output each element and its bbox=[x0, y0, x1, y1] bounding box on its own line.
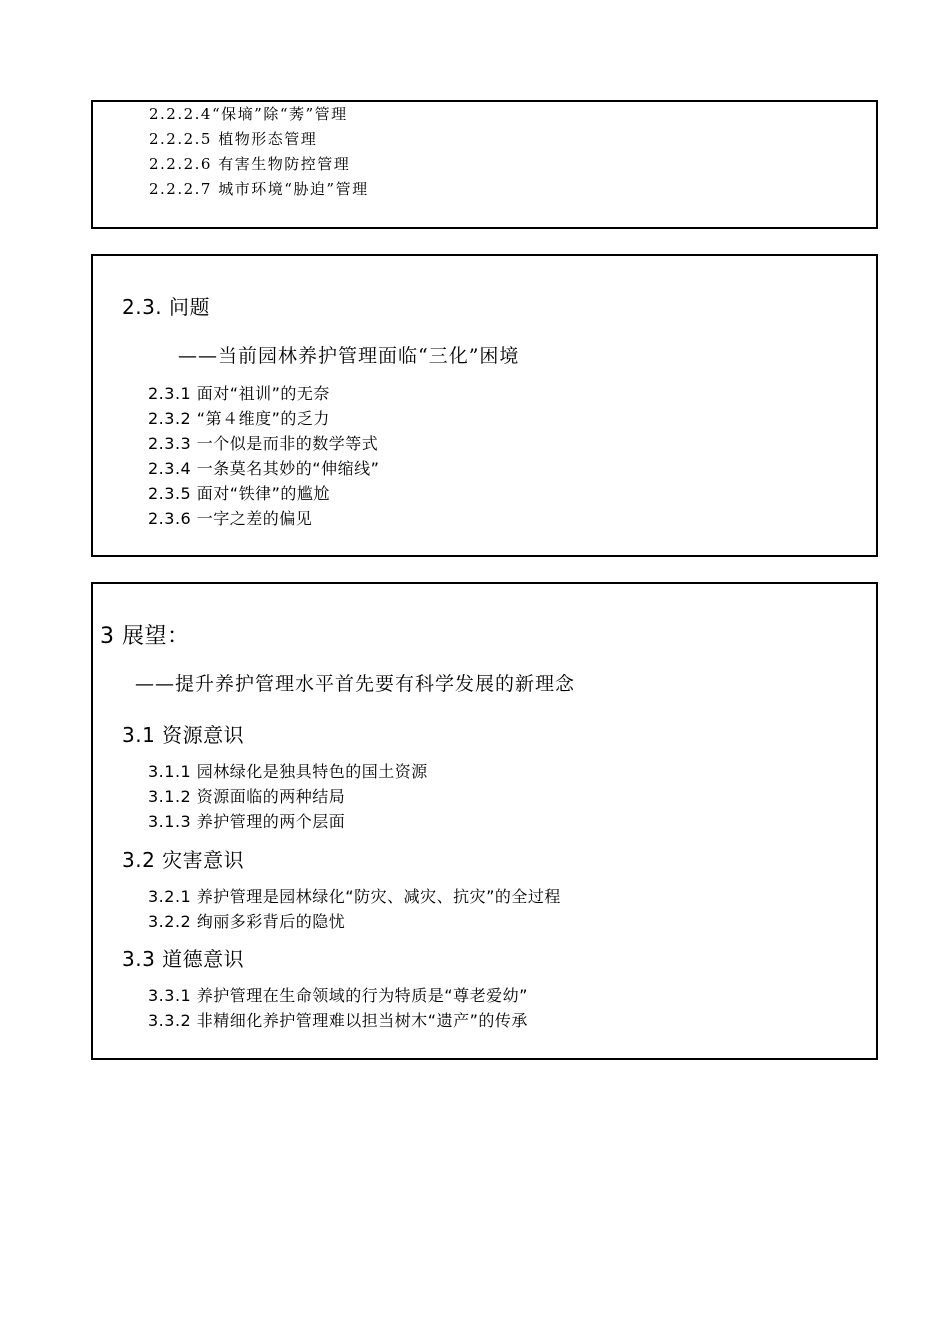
section-subtitle-2-3: ——当前园林养护管理面临“三化”困境 bbox=[178, 345, 520, 367]
outline-item-3-3-1: 3.3.1 养护管理在生命领域的行为特质是“尊老爱幼” bbox=[148, 986, 528, 1005]
outline-item-2-2-2-7: 2.2.2.7 城市环境“胁迫”管理 bbox=[149, 180, 369, 198]
outline-item-3-2-2: 3.2.2 绚丽多彩背后的隐忧 bbox=[148, 912, 346, 931]
outline-item-2-3-4: 2.3.4 一条莫名其妙的“伸缩线” bbox=[148, 459, 380, 478]
outline-item-2-2-2-5: 2.2.2.5 植物形态管理 bbox=[149, 130, 318, 148]
outline-item-3-3-2: 3.3.2 非精细化养护管理难以担当树木“遗产”的传承 bbox=[148, 1011, 528, 1030]
section-heading-3-1: 3.1 资源意识 bbox=[122, 723, 245, 747]
section-heading-3-2: 3.2 灾害意识 bbox=[122, 848, 245, 872]
outline-item-3-1-3: 3.1.3 养护管理的两个层面 bbox=[148, 812, 346, 831]
outline-item-2-3-3: 2.3.3 一个似是而非的数学等式 bbox=[148, 434, 379, 453]
outline-item-3-1-2: 3.1.2 资源面临的两种结局 bbox=[148, 787, 346, 806]
outline-item-3-2-1: 3.2.1 养护管理是园林绿化“防灾、减灾、抗灾”的全过程 bbox=[148, 887, 561, 906]
section-heading-3-3: 3.3 道德意识 bbox=[122, 947, 245, 971]
section-heading-2-3: 2.3. 问题 bbox=[122, 295, 211, 319]
chapter-subtitle-3: ——提升养护管理水平首先要有科学发展的新理念 bbox=[135, 673, 576, 695]
outline-item-2-3-6: 2.3.6 一字之差的偏见 bbox=[148, 509, 313, 528]
outline-item-2-2-2-6: 2.2.2.6 有害生物防控管理 bbox=[149, 155, 351, 173]
outline-item-2-2-2-4: 2.2.2.4“保墒”除“莠”管理 bbox=[149, 105, 348, 123]
outline-item-2-3-5: 2.3.5 面对“铁律”的尴尬 bbox=[148, 484, 330, 503]
outline-item-2-3-2: 2.3.2 “第４维度”的乏力 bbox=[148, 409, 330, 428]
outline-item-3-1-1: 3.1.1 园林绿化是独具特色的国土资源 bbox=[148, 762, 428, 781]
outline-item-2-3-1: 2.3.1 面对“祖训”的无奈 bbox=[148, 384, 330, 403]
chapter-heading-3: 3 展望： bbox=[100, 624, 190, 649]
